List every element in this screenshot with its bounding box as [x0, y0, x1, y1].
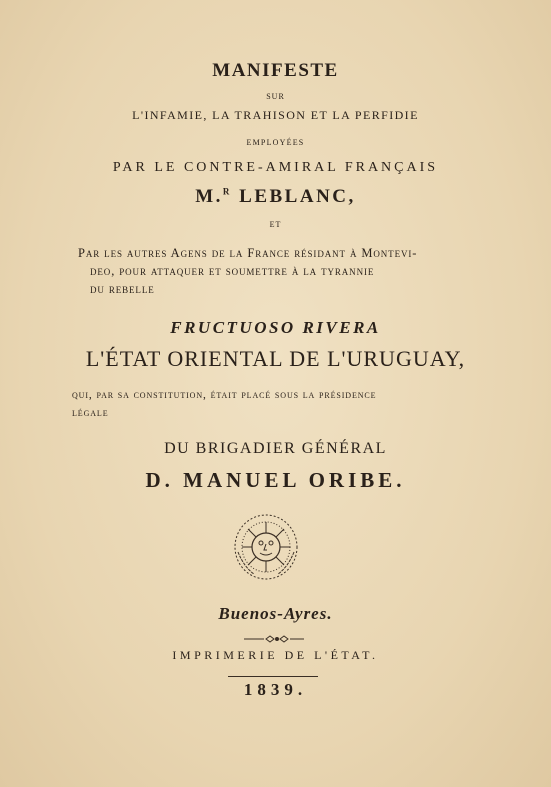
subtitle: L'INFAMIE, LA TRAHISON ET LA PERFIDIE — [132, 108, 419, 122]
paragraph-line: Par les autres Agens de la France résidant à Montevi- — [78, 246, 418, 260]
leblanc-sup: R — [222, 186, 232, 197]
document-title: MANIFESTE — [212, 60, 339, 81]
contre-amiral-line: PAR LE CONTRE-AMIRAL FRANÇAIS — [112, 160, 439, 175]
ornament-dash-icon — [244, 634, 304, 644]
paragraph-line: deo, pour attaquer et soumettre à la tyrannie — [90, 264, 375, 278]
paragraph-line: qui, par sa constitution, était placé sous la présidence — [72, 389, 377, 401]
employees-label: EMPLOYÉES — [246, 138, 305, 147]
constitution-paragraph — [72, 386, 468, 422]
sun-face-emblem-icon — [232, 512, 300, 582]
paragraph-line: du rebelle — [90, 282, 155, 296]
leblanc-line — [0, 186, 551, 208]
brigadier-line: DU BRIGADIER GÉNÉRAL — [164, 440, 387, 457]
paragraph-line: légale — [72, 407, 109, 419]
imprimerie-line: IMPRIMERIE DE L'ÉTAT. — [172, 648, 379, 662]
oribe-name: D. MANUEL ORIBE. — [145, 468, 406, 492]
agents-paragraph — [78, 244, 462, 298]
etat-oriental: L'ÉTAT ORIENTAL DE L'URUGUAY, — [85, 346, 466, 371]
sur-label: SUR — [266, 92, 285, 101]
leblanc-name: LEBLANC, — [239, 186, 356, 207]
publication-year: 1839. — [243, 680, 308, 699]
leblanc-prefix: M. — [195, 186, 223, 207]
city-name: Buenos-Ayres. — [218, 604, 333, 623]
et-label: ET — [269, 220, 282, 229]
fructuoso-rivera: FRUCTUOSO RIVERA — [170, 318, 381, 337]
divider-rule — [228, 676, 318, 677]
